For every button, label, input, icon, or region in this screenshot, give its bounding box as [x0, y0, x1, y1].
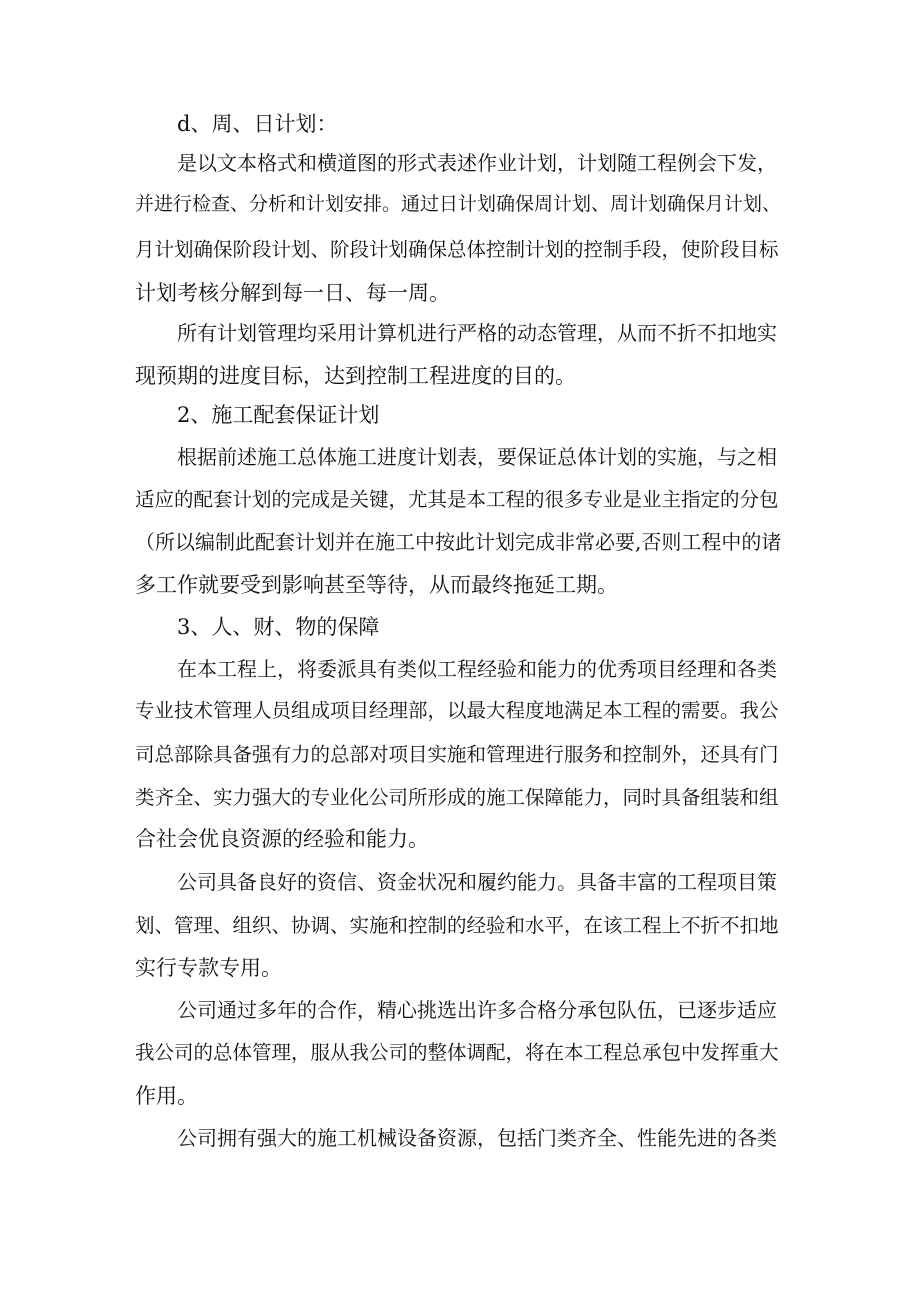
paragraph-line: 根据前述施工总体施工进度计划表，要保证总体计划的实施，与之相 [177, 445, 777, 469]
paragraph-line: 司总部除具备强有力的总部对项目实施和管理进行服务和控制外，还具有门 [135, 743, 779, 766]
paragraph-line: 月计划确保阶段计划、阶段计划确保总体控制计划的控制手段，使阶段目标 [135, 238, 779, 261]
heading-people-finance-materials: 3、人、财、物的保障 [177, 615, 380, 639]
paragraph-line: 合社会优良资源的经验和能力。 [135, 827, 429, 851]
paragraph-line: 是以文本格式和横道图的形式表述作业计划，计划随工程例会下发， [177, 151, 777, 175]
paragraph-line: 所有计划管理均采用计算机进行严格的动态管理，从而不折不扣地实 [177, 321, 777, 345]
paragraph-line: 现预期的进度目标，达到控制工程进度的目的。 [135, 364, 576, 388]
paragraph-line: 多工作就要受到影响甚至等待，从而最终拖延工期。 [135, 573, 618, 597]
paragraph-line: （所以编制此配套计划并在施工中按此计划完成非常必要,否则工程中的诸 [135, 530, 782, 554]
paragraph-line: 作用。 [135, 1084, 198, 1108]
paragraph-line: 类齐全、实力强大的专业化公司所形成的施工保障能力，同时具备组装和组 [135, 786, 779, 809]
paragraph-line: 公司通过多年的合作，精心挑选出许多合格分承包队伍，已逐步适应 [177, 998, 777, 1022]
paragraph-line: 并进行检查、分析和计划安排。通过日计划确保周计划、周计划确保月计划、 [135, 193, 782, 215]
paragraph-line: 划、管理、组织、协调、实施和控制的经验和水平，在该工程上不折不扣地 [135, 914, 779, 937]
paragraph-line: 专业技术管理人员组成项目经理部，以最大程度地满足本工程的需要。我公 [135, 699, 779, 722]
paragraph-line: 计划考核分解到每一日、每一周。 [135, 281, 450, 305]
paragraph-line: 我公司的总体管理，服从我公司的整体调配，将在本工程总承包中发挥重大 [135, 1041, 779, 1064]
paragraph-line: 适应的配套计划的完成是关键，尤其是本工程的很多专业是业主指定的分包 [135, 488, 779, 511]
heading-construction-support-plan: 2、施工配套保证计划 [177, 403, 380, 427]
paragraph-line: 公司具备良好的资信、资金状况和履约能力。具备丰富的工程项目策 [177, 870, 777, 894]
paragraph-line: 在本工程上，将委派具有类似工程经验和能力的优秀项目经理和各类 [177, 657, 777, 681]
paragraph-line: 实行专款专用。 [135, 956, 282, 980]
paragraph-line: 公司拥有强大的施工机械设备资源，包括门类齐全、性能先进的各类 [177, 1126, 777, 1150]
heading-weekly-daily-plan: d、周、日计划： [177, 112, 338, 136]
